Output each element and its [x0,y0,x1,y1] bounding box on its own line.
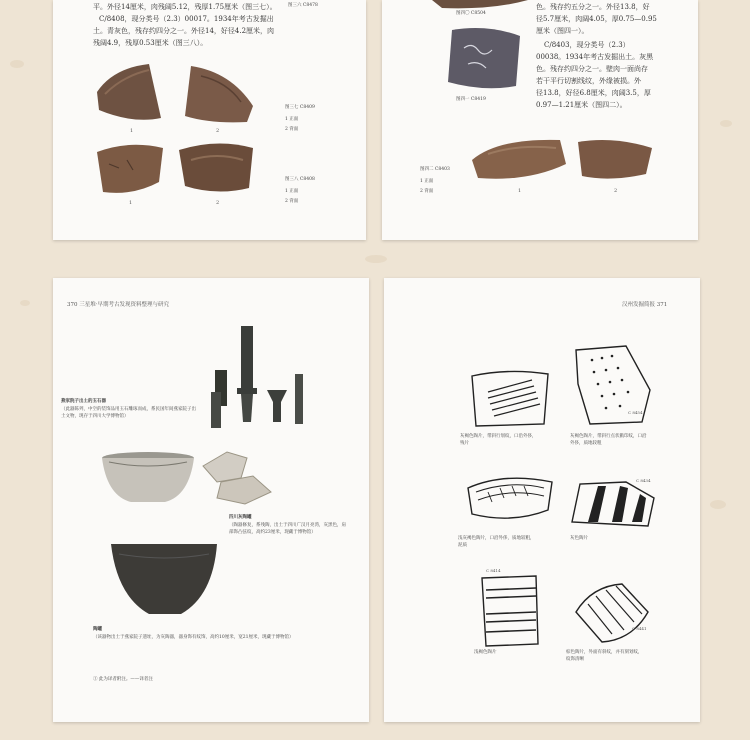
catalog-label: C 8434 [636,478,651,483]
body-text-line: C/8403，现分类号（2.3） [544,41,630,49]
drawing-caption: 灰褐色陶片，带斜行点状戳印纹，口沿外侈，质地较粗 [570,434,647,446]
figure-number: 1 [129,200,133,206]
drawing-caption: 浅灰褐色陶片，口沿外侈，质地较粗，泥质 [458,536,535,548]
figure-caption: 2 背面 [285,127,299,132]
body-text-line: 色。残存约四分之一。壁肉一面尚存 [536,65,648,73]
body-text-line: 径13.8，好径6.8厘米，肉阔3.5，厚 [536,89,651,97]
figure-caption-title: 陶罐 [93,627,102,632]
body-text-line: 残阔4.9，残厚0.53厘米（图三八）。 [93,39,208,47]
page-header: 汉州发掘简报 371 [622,302,668,308]
figure-number: 1 [130,128,134,134]
figure-caption-title: 四川灰陶罐 [229,515,252,520]
pottery-shard-image [574,134,658,184]
sherd-drawing [572,344,654,428]
figure-caption: 图三六 C8478 [288,3,318,8]
book-page-1 [53,0,366,240]
footnote: ① 此为译者附注。——译者注 [93,677,153,682]
drawing-caption: 浅褐色陶片 [474,650,497,655]
figure-caption-body: （此器陈列，中空的装饰品用玉石雕琢而成，系民国年间燕家院子出土文物，现存于四川大学博物馆） [61,407,196,419]
bg-speck [365,255,387,263]
catalog-label: C 8454 [628,410,643,415]
sherd-drawing [464,470,556,526]
book-page-3 [53,278,369,722]
body-text-line: 0.97—1.21厘米（图四二）。 [536,101,627,109]
page-header: 370 三星堆·早期考古发现资料整理与研究 [67,302,169,308]
figure-caption: 图三八 C8408 [285,177,315,182]
figure-caption-body: （该器物出土于燕家院子遗址，为灰陶器，器身饰有纹饰，高约10厘米，宽21厘米，现藏于博物馆） [93,635,294,640]
body-text-line: C/8408，现分类号（2.3）00017。1934年考古发掘出 [99,15,274,23]
pottery-bowl-image [101,450,195,506]
jade-tools-image [203,322,313,432]
drawing-caption: 灰褐色陶片，带斜行划纹，口沿外侈，残片 [460,434,537,446]
figure-caption: 1 正面 [285,189,299,194]
sherd-drawing [568,478,658,530]
bg-speck [710,500,726,509]
figure-number: 1 [518,188,522,194]
catalog-label: C 8414 [486,568,501,573]
figure-number: 2 [614,188,618,194]
pottery-shard-image [177,138,257,198]
book-page-4 [384,278,700,722]
bg-speck [20,300,30,306]
body-text-line: 00038。1934年考古发掘出土。灰黑 [536,53,654,61]
sherd-drawing [478,574,542,648]
pottery-fragments-image [197,448,277,508]
pottery-shard-image [93,62,165,126]
pottery-jar-image [109,540,219,618]
body-text-line: 平。外径14厘米，肉残阔5.12，残厚1.75厘米（图三七）。 [93,3,277,11]
book-page-2 [382,0,698,240]
figure-number: 2 [216,128,220,134]
figure-caption: 1 正面 [420,179,434,184]
body-text-line: 若干平行切割线纹，外缘被损。外 [536,77,641,85]
catalog-label: C 8441 [632,626,647,631]
pottery-shard-image [468,134,570,184]
figure-caption: 2 背面 [420,189,434,194]
figure-caption: 1 正面 [285,117,299,122]
figure-caption: 图四一 C8419 [456,97,486,102]
body-text-line: 厘米（图四一）。 [536,27,589,35]
body-text-line: 色。残存约五分之一。外径13.8，好 [536,3,650,11]
drawing-caption: 棕色陶片，外面有斜纹，并有刻划纹，纹饰清晰 [566,650,643,662]
figure-caption-title: 燕家院子出土的玉石器 [61,399,106,404]
figure-number: 2 [216,200,220,206]
figure-caption-body: （陶器修复，系残陶，出土于四川广汉月亮湾，灰黑色，肩部饰凸弦纹，高约23厘米，现藏于博物馆） [229,523,346,535]
body-text-line: 土。青灰色，残存约四分之一。外径14，好径4.2厘米，肉 [93,27,275,35]
sherd-drawing [468,366,552,430]
pottery-shard-image [444,24,524,92]
pottery-shard-image [181,62,257,126]
figure-caption: 图三七 C8409 [285,105,315,110]
bg-speck [10,60,24,68]
figure-caption: 2 背面 [285,199,299,204]
body-text-line: 径5.7厘米，肉阔4.05，厚0.75—0.95 [536,15,657,23]
figure-caption: 图四〇 C8504 [456,11,486,16]
pottery-shard-image [93,138,167,198]
figure-caption: 图四二 C8403 [420,167,450,172]
sherd-drawing [572,582,652,644]
bg-speck [720,120,732,127]
drawing-caption: 灰色陶片 [570,536,588,541]
